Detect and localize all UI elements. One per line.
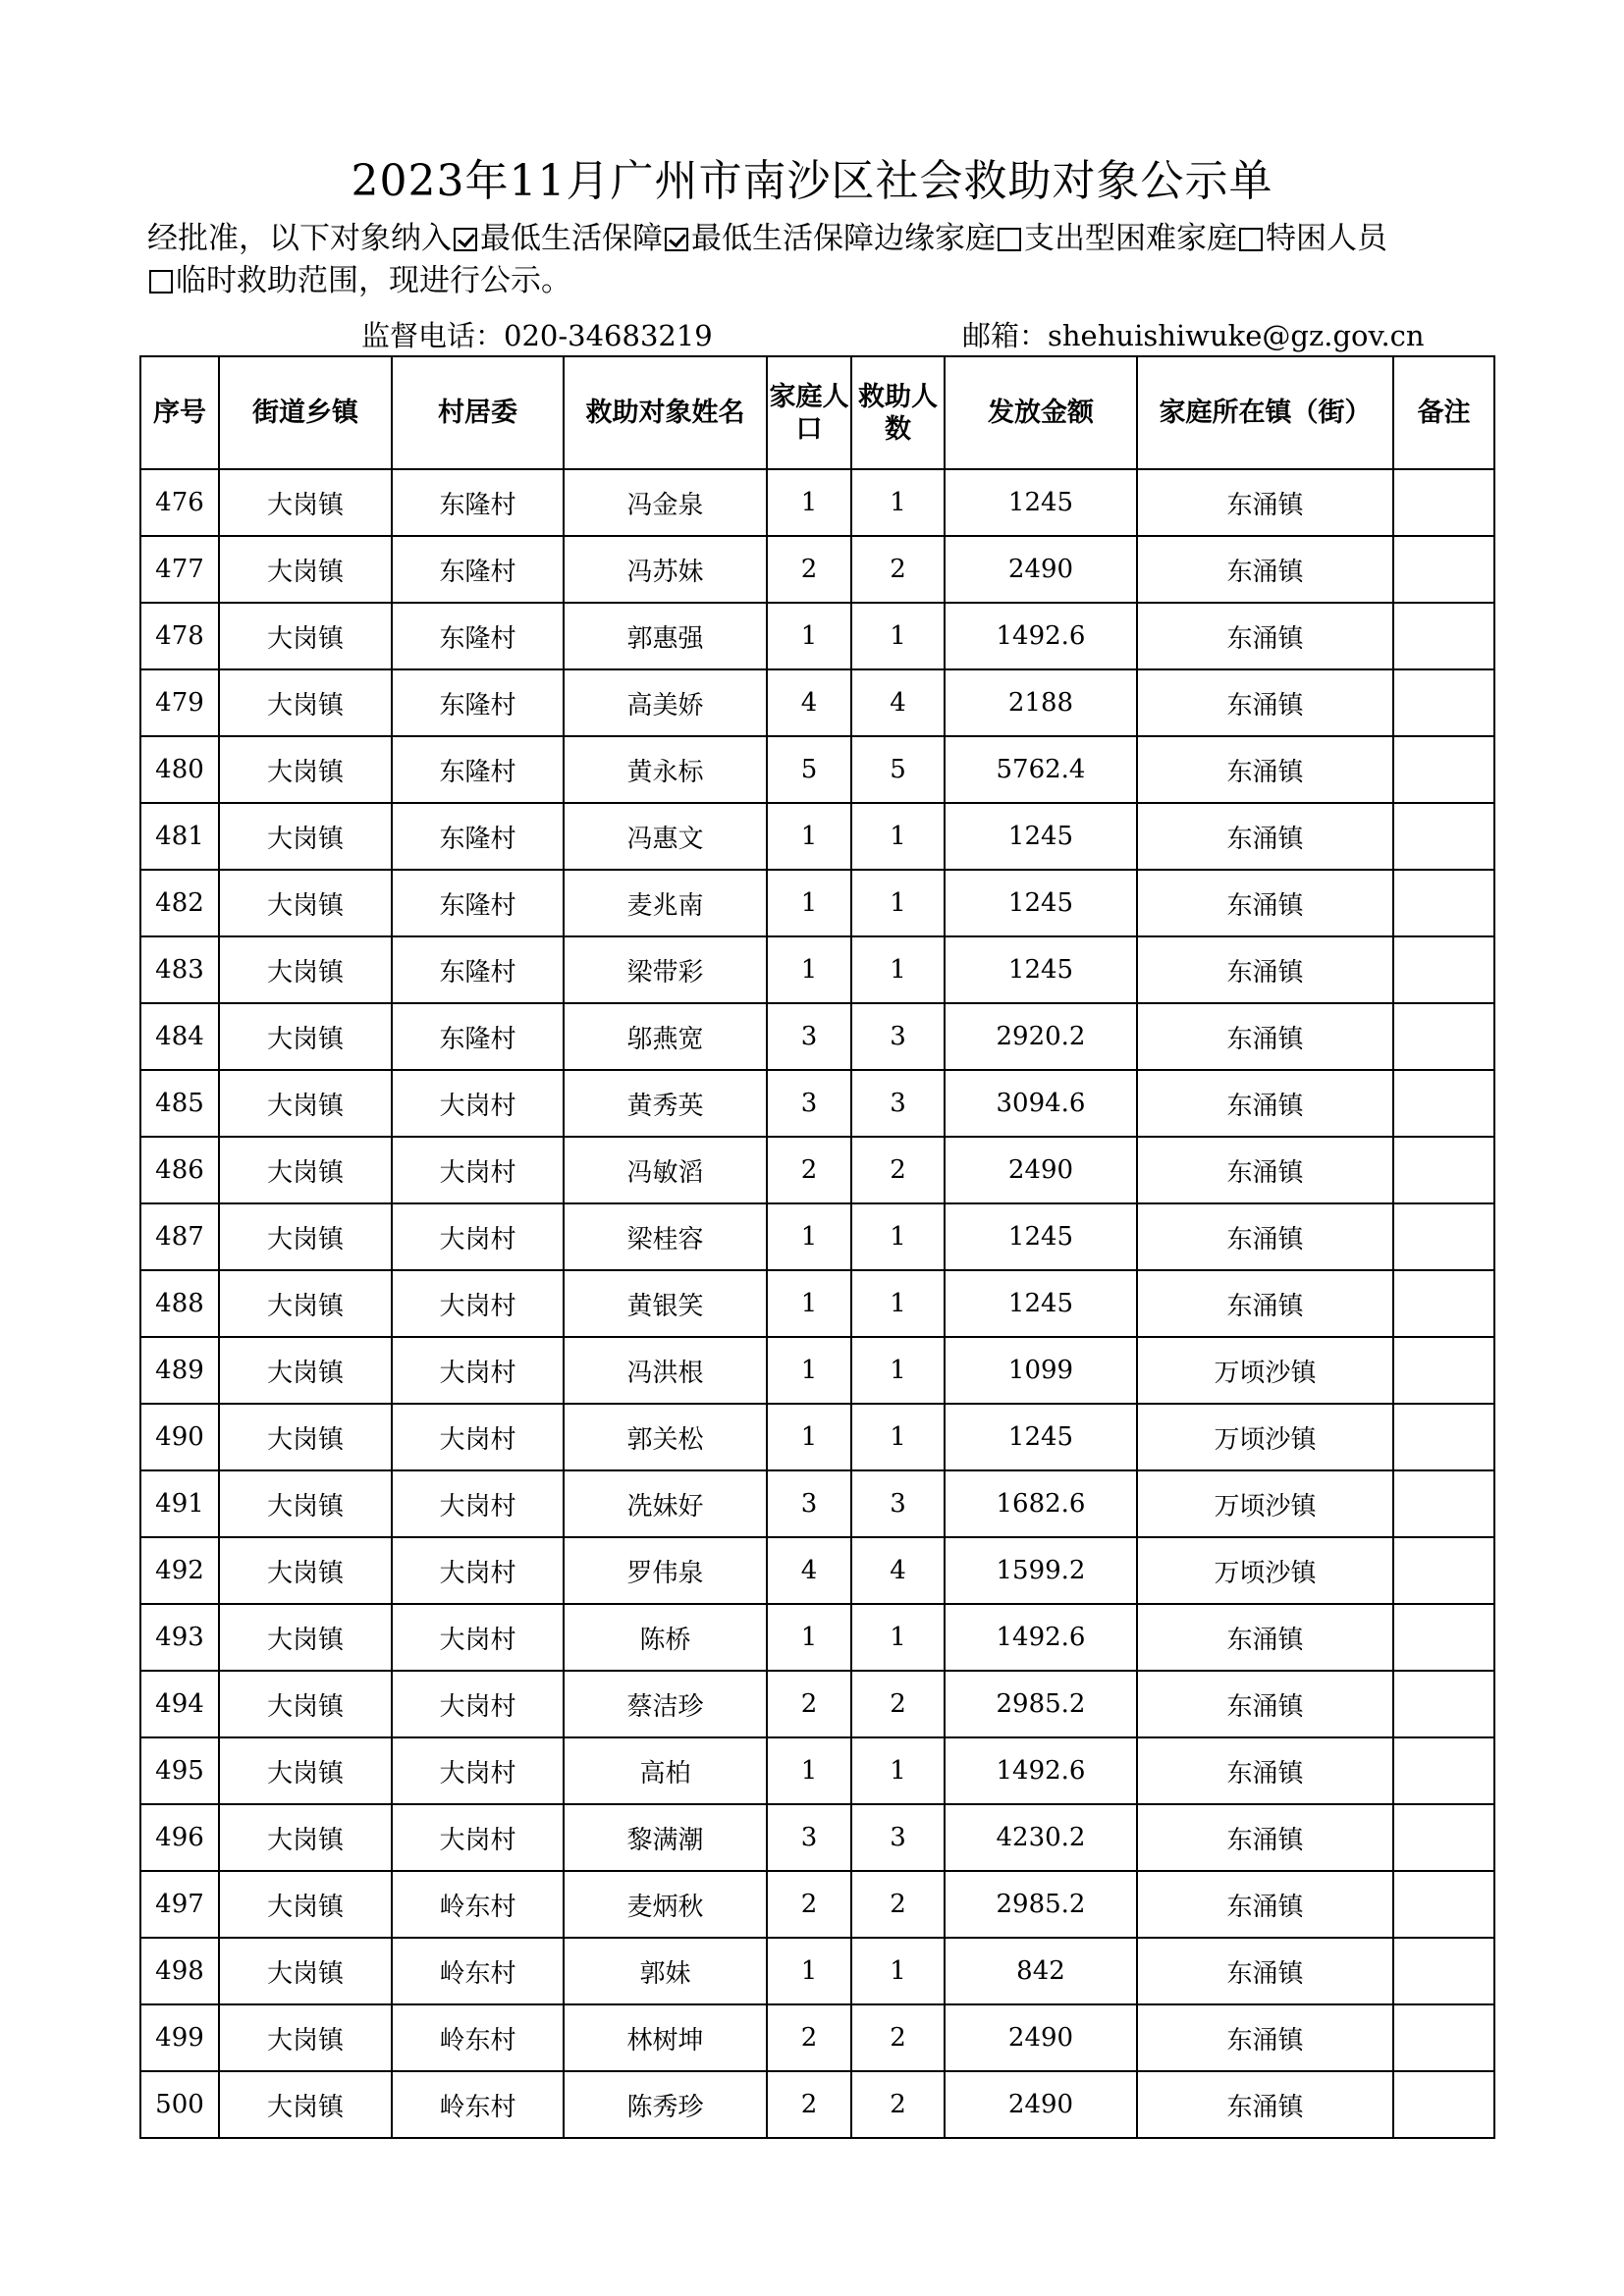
cell-col-subdistrict: 大岗镇 [219,803,392,870]
cell-col-aid-count: 2 [851,1137,945,1203]
cell-col-aid-count: 1 [851,870,945,936]
cell-col-subdistrict: 大岗镇 [219,1137,392,1203]
cell-col-home-town: 东涌镇 [1137,1671,1393,1737]
cell-col-village: 大岗村 [392,1070,564,1137]
cell-col-remarks [1393,603,1494,669]
cell-col-name: 冼妹好 [564,1470,767,1537]
cell-col-village: 岭东村 [392,2004,564,2071]
supervision-phone: 监督电话：020-34683219 [361,319,713,352]
cell-col-name: 郭关松 [564,1404,767,1470]
cell-col-remarks [1393,1203,1494,1270]
cell-col-amount: 2490 [945,2071,1137,2138]
cell-col-amount: 2985.2 [945,1671,1137,1737]
recipient-table [139,355,1495,2139]
cell-col-village: 大岗村 [392,1537,564,1604]
cell-col-remarks [1393,2071,1494,2138]
cell-col-amount: 1245 [945,1404,1137,1470]
cell-col-serial: 482 [140,870,219,936]
header-col-home-town: 家庭所在镇（街） [1137,356,1393,469]
cell-col-amount: 1245 [945,1203,1137,1270]
cell-col-home-town: 东涌镇 [1137,669,1393,736]
cell-col-village: 东隆村 [392,1003,564,1070]
cell-col-amount: 2490 [945,536,1137,603]
cell-col-aid-count: 3 [851,1070,945,1137]
cell-col-household-size: 5 [767,736,851,803]
cell-col-aid-count: 1 [851,1737,945,1804]
header-col-subdistrict: 街道乡镇 [219,356,392,469]
cell-col-serial: 480 [140,736,219,803]
cell-col-serial: 498 [140,1938,219,2004]
option-label: 支出型困难家庭 [1024,221,1237,256]
cell-col-name: 梁桂容 [564,1203,767,1270]
cell-col-remarks [1393,1604,1494,1671]
cell-col-village: 大岗村 [392,1804,564,1871]
cell-col-household-size: 2 [767,2004,851,2071]
table-row [140,1003,1494,1070]
cell-col-serial: 488 [140,1270,219,1337]
cell-col-name: 林树坤 [564,2004,767,2071]
cell-col-serial: 497 [140,1871,219,1938]
cell-col-serial: 479 [140,669,219,736]
cell-col-serial: 496 [140,1804,219,1871]
cell-col-village: 东隆村 [392,469,564,536]
cell-col-household-size: 3 [767,1804,851,1871]
cell-col-household-size: 1 [767,1337,851,1404]
cell-col-amount: 4230.2 [945,1804,1137,1871]
cell-col-remarks [1393,803,1494,870]
cell-col-aid-count: 1 [851,803,945,870]
checkbox-icon [665,228,688,251]
table-row [140,1470,1494,1537]
cell-col-remarks [1393,870,1494,936]
option-min-living [452,221,663,256]
cell-col-remarks [1393,1737,1494,1804]
cell-col-name: 麦炳秋 [564,1871,767,1938]
cell-col-aid-count: 1 [851,469,945,536]
intro-suffix: ，现进行公示。 [358,263,571,298]
checkbox-icon [998,228,1021,251]
cell-col-aid-count: 1 [851,1203,945,1270]
cell-col-serial: 493 [140,1604,219,1671]
cell-col-amount: 1245 [945,1270,1137,1337]
option-label: 特困人员 [1266,221,1387,256]
cell-col-serial: 477 [140,536,219,603]
cell-col-aid-count: 2 [851,536,945,603]
cell-col-subdistrict: 大岗镇 [219,669,392,736]
cell-col-amount: 2490 [945,1137,1137,1203]
cell-col-home-town: 东涌镇 [1137,2004,1393,2071]
cell-col-village: 东隆村 [392,669,564,736]
option-edge-family [663,221,996,256]
cell-col-subdistrict: 大岗镇 [219,1404,392,1470]
cell-col-subdistrict: 大岗镇 [219,1938,392,2004]
cell-col-household-size: 2 [767,536,851,603]
cell-col-name: 邬燕宽 [564,1003,767,1070]
cell-col-amount: 1245 [945,870,1137,936]
cell-col-remarks [1393,536,1494,603]
cell-col-household-size: 2 [767,1871,851,1938]
cell-col-name: 黄永标 [564,736,767,803]
cell-col-subdistrict: 大岗镇 [219,1070,392,1137]
cell-col-aid-count: 2 [851,2071,945,2138]
option-temporary-aid [147,263,358,298]
cell-col-remarks [1393,1137,1494,1203]
cell-col-serial: 500 [140,2071,219,2138]
cell-col-subdistrict: 大岗镇 [219,1337,392,1404]
cell-col-name: 陈桥 [564,1604,767,1671]
cell-col-home-town: 万顷沙镇 [1137,1404,1393,1470]
cell-col-subdistrict: 大岗镇 [219,2004,392,2071]
cell-col-serial: 485 [140,1070,219,1137]
cell-col-subdistrict: 大岗镇 [219,1470,392,1537]
table-row [140,1203,1494,1270]
cell-col-amount: 1245 [945,469,1137,536]
table-row [140,469,1494,536]
cell-col-home-town: 万顷沙镇 [1137,1337,1393,1404]
cell-col-household-size: 1 [767,1404,851,1470]
cell-col-subdistrict: 大岗镇 [219,1804,392,1871]
cell-col-aid-count: 1 [851,1938,945,2004]
cell-col-serial: 476 [140,469,219,536]
cell-col-aid-count: 1 [851,1604,945,1671]
cell-col-remarks [1393,1404,1494,1470]
cell-col-amount: 5762.4 [945,736,1137,803]
cell-col-village: 大岗村 [392,1671,564,1737]
cell-col-subdistrict: 大岗镇 [219,536,392,603]
cell-col-village: 大岗村 [392,1737,564,1804]
cell-col-remarks [1393,669,1494,736]
header-col-household-size: 家庭人口 [767,356,851,469]
table-row [140,870,1494,936]
cell-col-aid-count: 1 [851,936,945,1003]
cell-col-amount: 1599.2 [945,1537,1137,1604]
table-row [140,803,1494,870]
cell-col-name: 蔡洁珍 [564,1671,767,1737]
cell-col-amount: 1245 [945,936,1137,1003]
cell-col-home-town: 东涌镇 [1137,2071,1393,2138]
cell-col-serial: 489 [140,1337,219,1404]
cell-col-household-size: 1 [767,1203,851,1270]
cell-col-serial: 495 [140,1737,219,1804]
cell-col-home-town: 东涌镇 [1137,1938,1393,2004]
cell-col-subdistrict: 大岗镇 [219,936,392,1003]
cell-col-aid-count: 2 [851,2004,945,2071]
cell-col-remarks [1393,1671,1494,1737]
cell-col-household-size: 1 [767,1270,851,1337]
cell-col-aid-count: 2 [851,1671,945,1737]
table-row [140,1537,1494,1604]
table-row [140,1404,1494,1470]
cell-col-household-size: 1 [767,1737,851,1804]
cell-col-name: 郭妹 [564,1938,767,2004]
cell-col-aid-count: 2 [851,1871,945,1938]
table-row [140,1871,1494,1938]
cell-col-aid-count: 4 [851,1537,945,1604]
cell-col-amount: 2490 [945,2004,1137,2071]
cell-col-village: 岭东村 [392,2071,564,2138]
cell-col-remarks [1393,1337,1494,1404]
table-row [140,1070,1494,1137]
cell-col-village: 东隆村 [392,603,564,669]
cell-col-remarks [1393,1938,1494,2004]
cell-col-home-town: 东涌镇 [1137,1270,1393,1337]
table-row [140,603,1494,669]
checkbox-icon [1239,228,1263,251]
cell-col-serial: 478 [140,603,219,669]
cell-col-household-size: 1 [767,936,851,1003]
cell-col-village: 大岗村 [392,1470,564,1537]
cell-col-remarks [1393,1871,1494,1938]
intro-statement [147,218,1522,302]
cell-col-household-size: 1 [767,870,851,936]
table-row [140,1804,1494,1871]
cell-col-subdistrict: 大岗镇 [219,736,392,803]
cell-col-aid-count: 1 [851,1337,945,1404]
contact-email: 邮箱：shehuishiwuke@gz.gov.cn [962,319,1425,352]
cell-col-village: 岭东村 [392,1871,564,1938]
cell-col-name: 陈秀珍 [564,2071,767,2138]
cell-col-home-town: 东涌镇 [1137,1804,1393,1871]
cell-col-household-size: 2 [767,1671,851,1737]
cell-col-serial: 483 [140,936,219,1003]
cell-col-subdistrict: 大岗镇 [219,469,392,536]
cell-col-subdistrict: 大岗镇 [219,870,392,936]
header-col-amount: 发放金额 [945,356,1137,469]
cell-col-household-size: 2 [767,1137,851,1203]
cell-col-remarks [1393,1003,1494,1070]
cell-col-remarks [1393,1804,1494,1871]
cell-col-amount: 1492.6 [945,1604,1137,1671]
cell-col-village: 东隆村 [392,803,564,870]
cell-col-amount: 3094.6 [945,1070,1137,1137]
cell-col-home-town: 东涌镇 [1137,1737,1393,1804]
cell-col-name: 梁带彩 [564,936,767,1003]
cell-col-serial: 499 [140,2004,219,2071]
option-extreme-poverty [1237,221,1387,256]
cell-col-name: 冯金泉 [564,469,767,536]
table-row [140,1671,1494,1737]
checkbox-icon [149,270,173,294]
cell-col-aid-count: 3 [851,1003,945,1070]
cell-col-remarks [1393,936,1494,1003]
option-expenditure-hardship [996,221,1237,256]
cell-col-amount: 842 [945,1938,1137,2004]
cell-col-name: 冯敏滔 [564,1137,767,1203]
cell-col-subdistrict: 大岗镇 [219,1203,392,1270]
cell-col-aid-count: 1 [851,1270,945,1337]
table-row [140,1737,1494,1804]
cell-col-name: 麦兆南 [564,870,767,936]
cell-col-serial: 492 [140,1537,219,1604]
cell-col-amount: 2188 [945,669,1137,736]
table-row [140,2004,1494,2071]
cell-col-home-town: 东涌镇 [1137,870,1393,936]
table-row [140,1337,1494,1404]
header-col-serial: 序号 [140,356,219,469]
cell-col-subdistrict: 大岗镇 [219,1604,392,1671]
cell-col-home-town: 东涌镇 [1137,736,1393,803]
cell-col-amount: 1099 [945,1337,1137,1404]
table-row [140,536,1494,603]
cell-col-aid-count: 3 [851,1804,945,1871]
cell-col-name: 黄银笑 [564,1270,767,1337]
cell-col-remarks [1393,469,1494,536]
cell-col-amount: 1492.6 [945,603,1137,669]
cell-col-home-town: 东涌镇 [1137,603,1393,669]
cell-col-household-size: 1 [767,603,851,669]
cell-col-village: 大岗村 [392,1337,564,1404]
option-label: 最低生活保障边缘家庭 [691,221,996,256]
cell-col-home-town: 东涌镇 [1137,1871,1393,1938]
option-label: 最低生活保障 [480,221,663,256]
option-label: 临时救助范围 [176,263,358,298]
header-col-aid-count: 救助人数 [851,356,945,469]
cell-col-serial: 486 [140,1137,219,1203]
cell-col-amount: 1492.6 [945,1737,1137,1804]
cell-col-village: 大岗村 [392,1137,564,1203]
cell-col-household-size: 1 [767,1938,851,2004]
table-header-row [140,356,1494,469]
cell-col-remarks [1393,736,1494,803]
cell-col-remarks [1393,2004,1494,2071]
cell-col-home-town: 东涌镇 [1137,803,1393,870]
cell-col-name: 罗伟泉 [564,1537,767,1604]
cell-col-name: 冯惠文 [564,803,767,870]
table-row [140,669,1494,736]
cell-col-household-size: 3 [767,1003,851,1070]
cell-col-subdistrict: 大岗镇 [219,603,392,669]
cell-col-village: 岭东村 [392,1938,564,2004]
cell-col-home-town: 东涌镇 [1137,1137,1393,1203]
cell-col-subdistrict: 大岗镇 [219,2071,392,2138]
cell-col-subdistrict: 大岗镇 [219,1871,392,1938]
cell-col-household-size: 1 [767,803,851,870]
table-row [140,1938,1494,2004]
cell-col-serial: 490 [140,1404,219,1470]
table-row [140,1270,1494,1337]
cell-col-amount: 1245 [945,803,1137,870]
cell-col-name: 黄秀英 [564,1070,767,1137]
cell-col-remarks [1393,1270,1494,1337]
cell-col-village: 东隆村 [392,536,564,603]
checkbox-icon [454,228,477,251]
cell-col-subdistrict: 大岗镇 [219,1270,392,1337]
cell-col-household-size: 4 [767,669,851,736]
cell-col-home-town: 东涌镇 [1137,1070,1393,1137]
cell-col-remarks [1393,1470,1494,1537]
table-row [140,936,1494,1003]
cell-col-household-size: 2 [767,2071,851,2138]
cell-col-serial: 481 [140,803,219,870]
header-col-village: 村居委 [392,356,564,469]
header-col-name: 救助对象姓名 [564,356,767,469]
intro-prefix: 经批准，以下对象纳入 [147,221,452,256]
cell-col-aid-count: 3 [851,1470,945,1537]
cell-col-amount: 2920.2 [945,1003,1137,1070]
cell-col-village: 大岗村 [392,1203,564,1270]
cell-col-subdistrict: 大岗镇 [219,1671,392,1737]
table-row [140,2071,1494,2138]
cell-col-household-size: 4 [767,1537,851,1604]
cell-col-serial: 487 [140,1203,219,1270]
cell-col-village: 大岗村 [392,1404,564,1470]
cell-col-aid-count: 1 [851,1404,945,1470]
cell-col-name: 黎满潮 [564,1804,767,1871]
cell-col-serial: 491 [140,1470,219,1537]
cell-col-amount: 1682.6 [945,1470,1137,1537]
cell-col-village: 东隆村 [392,870,564,936]
cell-col-home-town: 东涌镇 [1137,1003,1393,1070]
table-row [140,1604,1494,1671]
cell-col-aid-count: 1 [851,603,945,669]
cell-col-village: 大岗村 [392,1270,564,1337]
table-row [140,1137,1494,1203]
cell-col-aid-count: 5 [851,736,945,803]
cell-col-serial: 494 [140,1671,219,1737]
cell-col-home-town: 东涌镇 [1137,536,1393,603]
cell-col-household-size: 3 [767,1470,851,1537]
page-title: 2023年11月广州市南沙区社会救助对象公示单 [351,156,1273,206]
cell-col-subdistrict: 大岗镇 [219,1737,392,1804]
cell-col-subdistrict: 大岗镇 [219,1003,392,1070]
cell-col-name: 高柏 [564,1737,767,1804]
cell-col-amount: 2985.2 [945,1871,1137,1938]
cell-col-village: 东隆村 [392,936,564,1003]
cell-col-home-town: 东涌镇 [1137,469,1393,536]
cell-col-name: 冯洪根 [564,1337,767,1404]
cell-col-name: 郭惠强 [564,603,767,669]
cell-col-aid-count: 4 [851,669,945,736]
cell-col-remarks [1393,1537,1494,1604]
cell-col-subdistrict: 大岗镇 [219,1537,392,1604]
cell-col-remarks [1393,1070,1494,1137]
cell-col-home-town: 东涌镇 [1137,1604,1393,1671]
cell-col-household-size: 1 [767,1604,851,1671]
cell-col-home-town: 东涌镇 [1137,936,1393,1003]
table-row [140,736,1494,803]
table-body [140,469,1494,2138]
cell-col-home-town: 东涌镇 [1137,1203,1393,1270]
cell-col-name: 冯苏妹 [564,536,767,603]
cell-col-household-size: 3 [767,1070,851,1137]
cell-col-home-town: 万顷沙镇 [1137,1537,1393,1604]
cell-col-name: 高美娇 [564,669,767,736]
cell-col-village: 大岗村 [392,1604,564,1671]
cell-col-home-town: 万顷沙镇 [1137,1470,1393,1537]
header-col-remarks: 备注 [1393,356,1494,469]
cell-col-household-size: 1 [767,469,851,536]
cell-col-serial: 484 [140,1003,219,1070]
cell-col-village: 东隆村 [392,736,564,803]
